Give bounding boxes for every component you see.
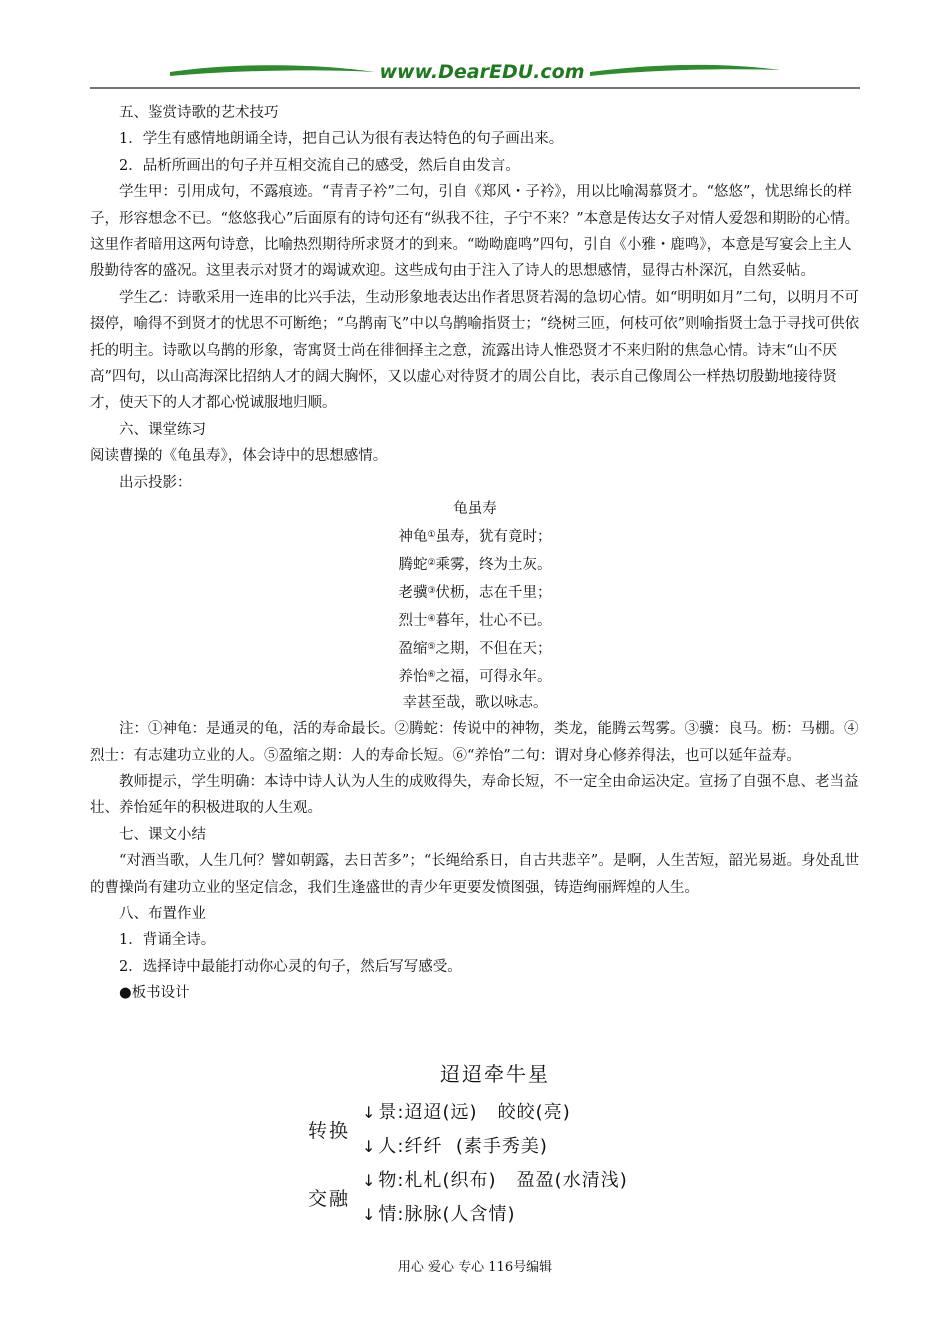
poem-title: 龟虽寿 <box>453 501 497 518</box>
page-header <box>90 58 860 92</box>
board-side-label-transform: 转换 <box>308 1120 351 1142</box>
header-banner <box>90 58 860 92</box>
summary-paragraph: “对酒当歌，人生几何？譬如朝露，去日苦多”；“长绳给系日，自古共悲辛”。是啊，人生苦短，韶光易逝。身处乱世的曹操尚有建功立业的坚定信念，我们生逢盛世的青少年更要发愤图强，铸造绚丽辉煌的人生。 <box>90 853 860 896</box>
section-5-item-1: 1．学生有感情地朗诵全诗，把自己认为很有表达特色的句子画出来。 <box>119 131 564 148</box>
section-7-title: 七、课文小结 <box>119 826 206 843</box>
blackboard-design <box>300 1058 700 1228</box>
poem-line: 神龟①虽寿，犹有竟时； <box>398 529 552 546</box>
poem-block <box>90 496 860 716</box>
teacher-tip-paragraph: 教师提示，学生明确：本诗中诗人认为人生的成败得失，寿命长短，不一定全由命运决定。宣扬了自强不息、老当益壮、养怡延年的积极进取的人生观。 <box>90 773 859 817</box>
poem-line: 腾蛇②乘雾，终为土灰。 <box>398 557 552 574</box>
left-swoosh-icon <box>170 65 375 76</box>
footnote-mark: ① <box>427 530 436 541</box>
board-line-emotion: ↓ 情:脉脉(人含情) <box>362 1204 516 1225</box>
footnote-mark: ④ <box>427 614 436 625</box>
arrow-down-icon: ↓ <box>362 1171 377 1190</box>
student-b-paragraph: 学生乙：诗歌采用一连串的比兴手法，生动形象地表达出作者思贤若渴的急切心情。如“明明如月”二句，以明月不可掇停，喻得不到贤才的忧思不可断绝；“乌鹊南飞”中以乌鹊喻指贤士；“绕树三匝，何枝可依”则喻指贤士急于寻找可供依托的明主。诗歌以乌鹊的形象，寄寓贤士尚在徘徊择主之意，流露出诗人惟恐贤才不来归附的焦急心情。诗末“山不厌高”四句，以山高海深比招纳人才的阔大胸怀，又以虚心对待贤才的周公自比，表示自己像周公一样热切殷勤地接待贤才，使天下的人才都心悦诚服地归顺。 <box>90 289 860 412</box>
board-line-person: ↓ 人:纤纤 (素手秀美) <box>362 1136 548 1157</box>
arrow-down-icon: ↓ <box>362 1103 377 1122</box>
section-6-intro: 阅读曹操的《龟虽寿》，体会诗中的思想感情。 <box>90 448 388 465</box>
footnote-mark: ⑤ <box>427 642 436 653</box>
arrow-down-icon: ↓ <box>362 1137 377 1156</box>
poem-line: 养怡⑥之福，可得永年。 <box>398 669 552 686</box>
poem-line: 幸甚至哉，歌以咏志。 <box>402 695 548 712</box>
poem-line: 盈缩⑤之期，不但在天； <box>398 641 552 658</box>
document-body <box>90 100 860 1007</box>
section-8-title: 八、布置作业 <box>119 905 206 922</box>
board-side-label-blend: 交融 <box>308 1188 351 1210</box>
section-5-item-2: 2．品析所画出的句子并互相交流自己的感受，然后自由发言。 <box>119 157 520 174</box>
board-title: 迢迢牵牛星 <box>440 1062 550 1086</box>
homework-item-2: 2．选择诗中最能打动你心灵的句子，然后写写感受。 <box>119 958 462 975</box>
poem-line: 老骥③伏枥，志在千里； <box>398 585 552 602</box>
section-6-title: 六、课堂练习 <box>119 421 206 438</box>
site-logo: www.DearEDU.com <box>379 61 585 83</box>
footnote-mark: ⑥ <box>427 670 436 681</box>
annotation-paragraph: 注：①神龟：是通灵的龟，活的寿命最长。②腾蛇：传说中的神物，类龙，能腾云驾雾。③骥：良马。枥：马棚。④烈士：有志建功立业的人。⑤盈缩之期：人的寿命长短。⑥“养怡”二句：谓对身心修养得法，也可以延年益寿。 <box>90 721 859 764</box>
poem-line: 烈士④暮年，壮心不已。 <box>398 613 552 630</box>
board-line-scene: ↓ 景:迢迢(远) 皎皎(亮) <box>362 1102 571 1123</box>
arrow-down-icon: ↓ <box>362 1205 377 1224</box>
right-swoosh-icon <box>590 65 780 76</box>
footnote-mark: ③ <box>427 586 436 597</box>
page-footer: 用心 爱心 专心 116号编辑 <box>397 1260 553 1275</box>
homework-item-1: 1．背诵全诗。 <box>119 932 216 949</box>
board-line-object: ↓ 物:札札(织布) 盈盈(水清浅) <box>362 1170 628 1191</box>
section-6-show: 出示投影： <box>119 474 192 491</box>
board-design-heading: ●板书设计 <box>119 985 190 1002</box>
student-a-paragraph: 学生甲：引用成句，不露痕迹。“青青子衿”二句，引自《郑风・子衿》，用以比喻渴慕贤才。“悠悠”，忧思绵长的样子，形容想念不已。“悠悠我心”后面原有的诗句还有“纵我不往，子宁不来？”本意是传达女子对情人爱怨和期盼的心情。这里作者暗用这两句诗意，比喻热烈期待所求贤才的到来。“呦呦鹿鸣”四句，引自《小雅・鹿鸣》，本意是写宴会上主人殷勤待客的盛况。这里表示对贤才的竭诚欢迎。这些成句由于注入了诗人的思想感情，显得古朴深沉，自然妥帖。 <box>90 184 860 280</box>
section-5-title: 五、鉴赏诗歌的艺术技巧 <box>119 105 279 121</box>
footnote-mark: ② <box>427 558 436 569</box>
